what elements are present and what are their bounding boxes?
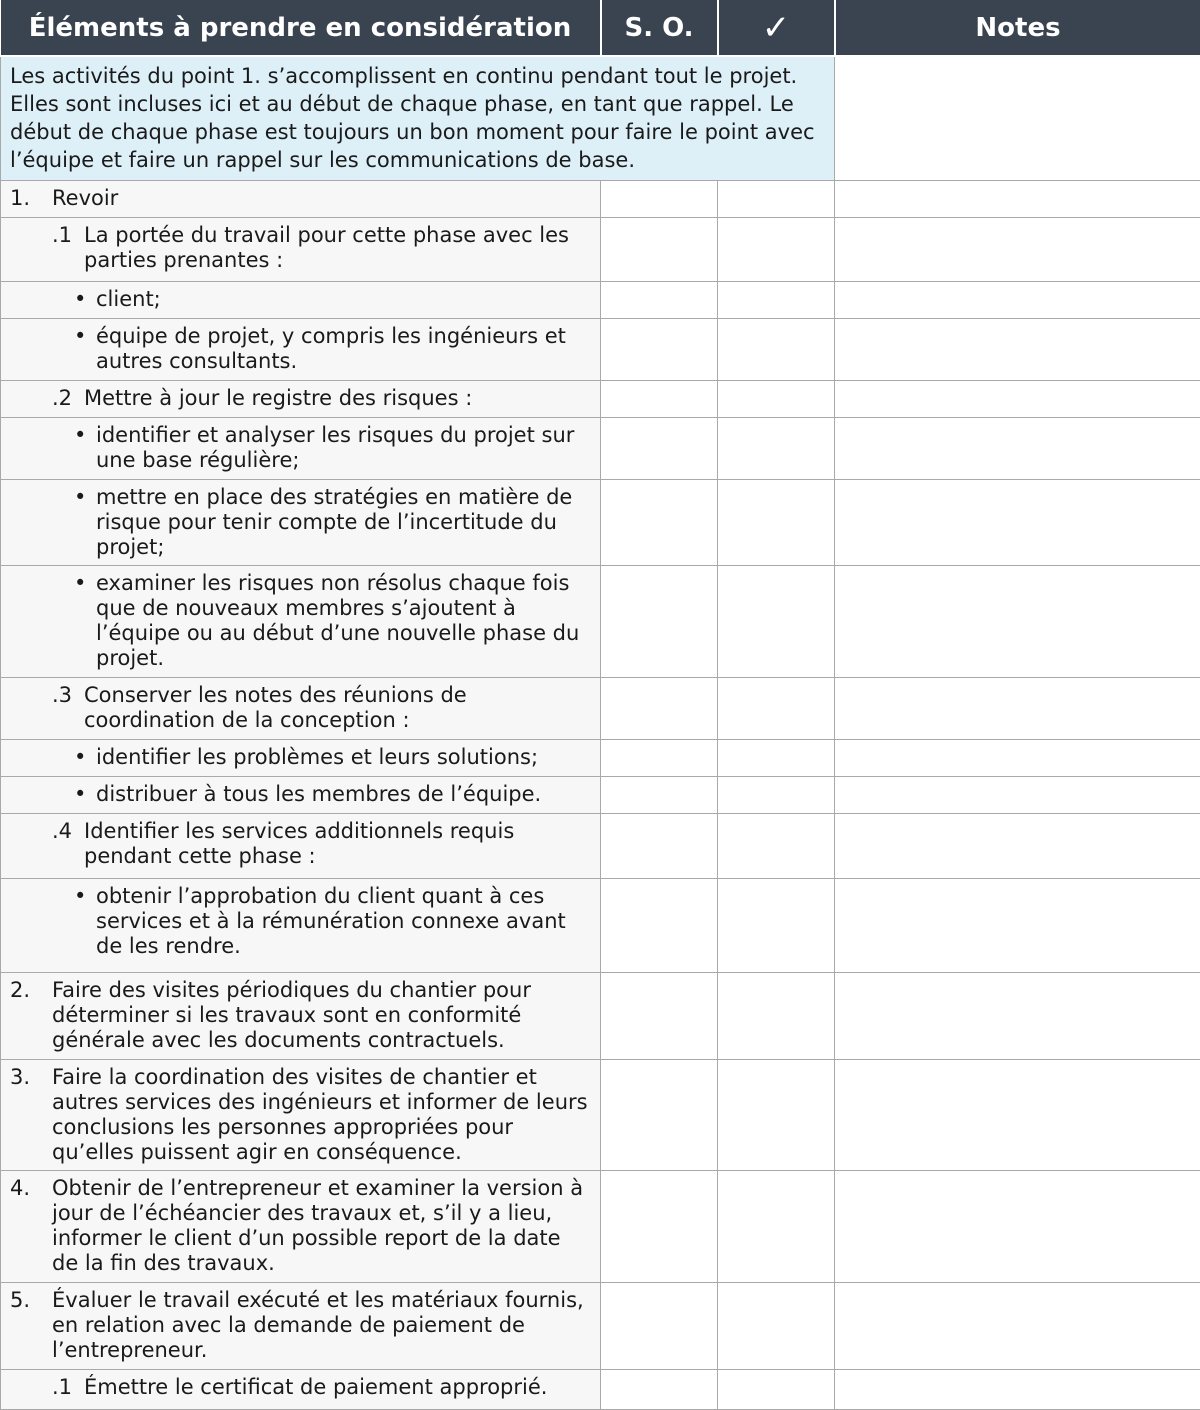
item-number: .3	[1, 683, 84, 708]
not-applicable-cell[interactable]	[601, 418, 718, 480]
check-cell[interactable]	[718, 282, 835, 319]
checklist-row	[1, 418, 1200, 480]
item-line	[1, 819, 600, 869]
checklist-row	[1, 1060, 1200, 1171]
check-cell[interactable]	[718, 1283, 835, 1370]
checklist-row	[1, 1370, 1200, 1410]
check-cell[interactable]	[718, 381, 835, 418]
item-number: 5.	[1, 1288, 52, 1313]
item-number: .1	[1, 223, 84, 248]
notes-cell[interactable]	[835, 814, 1200, 879]
not-applicable-cell[interactable]	[601, 181, 718, 218]
not-applicable-cell[interactable]	[601, 1283, 718, 1370]
checklist-row	[1, 480, 1200, 566]
notes-cell[interactable]	[835, 973, 1200, 1060]
item-number: 2.	[1, 978, 52, 1003]
item-cell	[1, 777, 601, 814]
notes-cell[interactable]	[835, 282, 1200, 319]
item-text: équipe de projet, y compris les ingénieurs et autres consultants.	[96, 324, 600, 374]
bullet-marker: •	[1, 485, 96, 510]
checklist-row	[1, 566, 1200, 678]
item-cell	[1, 319, 601, 381]
item-line	[1, 223, 600, 273]
notes-cell[interactable]	[835, 381, 1200, 418]
item-text: identifier les problèmes et leurs solutions;	[96, 745, 600, 770]
item-cell	[1, 480, 601, 566]
check-cell[interactable]	[718, 1060, 835, 1171]
not-applicable-cell[interactable]	[601, 566, 718, 678]
item-cell	[1, 1370, 601, 1410]
check-cell[interactable]	[718, 1370, 835, 1410]
not-applicable-cell[interactable]	[601, 678, 718, 740]
item-text: Mettre à jour le registre des risques :	[84, 386, 600, 411]
checklist-row	[1, 1171, 1200, 1283]
notes-cell[interactable]	[835, 1060, 1200, 1171]
checklist-row	[1, 1283, 1200, 1370]
item-cell	[1, 1171, 601, 1283]
not-applicable-cell[interactable]	[601, 814, 718, 879]
item-line	[1, 571, 600, 671]
item-cell	[1, 566, 601, 678]
notes-cell[interactable]	[835, 56, 1200, 181]
checklist-row	[1, 740, 1200, 777]
checklist-row	[1, 973, 1200, 1060]
item-text: Conserver les notes des réunions de coordination de la conception :	[84, 683, 600, 733]
item-line	[1, 324, 600, 374]
checklist-row	[1, 777, 1200, 814]
item-cell	[1, 678, 601, 740]
notes-cell[interactable]	[835, 678, 1200, 740]
item-line	[1, 884, 600, 959]
item-line	[1, 1288, 600, 1363]
item-text: Émettre le certificat de paiement approprié.	[84, 1375, 600, 1400]
notes-cell[interactable]	[835, 777, 1200, 814]
bullet-marker: •	[1, 287, 96, 312]
item-line	[1, 978, 600, 1053]
not-applicable-cell[interactable]	[601, 777, 718, 814]
item-text: distribuer à tous les membres de l’équipe.	[96, 782, 600, 807]
not-applicable-cell[interactable]	[601, 1171, 718, 1283]
header-item: Éléments à prendre en considération	[1, 0, 601, 56]
item-text: mettre en place des stratégies en matière de risque pour tenir compte de l’incertitude du projet;	[96, 485, 600, 560]
item-cell	[1, 814, 601, 879]
bullet-marker: •	[1, 324, 96, 349]
item-line	[1, 745, 600, 770]
not-applicable-cell[interactable]	[601, 381, 718, 418]
header-check	[718, 0, 835, 56]
bullet-marker: •	[1, 571, 96, 596]
not-applicable-cell[interactable]	[601, 1060, 718, 1171]
item-text: La portée du travail pour cette phase avec les parties prenantes :	[84, 223, 600, 273]
notes-cell[interactable]	[835, 879, 1200, 973]
item-cell	[1, 973, 601, 1060]
item-line	[1, 1176, 600, 1276]
item-cell	[1, 418, 601, 480]
bullet-marker: •	[1, 884, 96, 909]
check-cell[interactable]	[718, 418, 835, 480]
checklist-row	[1, 282, 1200, 319]
item-line	[1, 186, 600, 211]
notes-cell[interactable]	[835, 181, 1200, 218]
item-text: Revoir	[52, 186, 600, 211]
item-text: Obtenir de l’entrepreneur et examiner la version à jour de l’échéancier des travaux et, s’il y a lieu, informer le client d’un possible report de la date de la fin des travaux.	[52, 1176, 600, 1276]
not-applicable-cell[interactable]	[601, 282, 718, 319]
item-line	[1, 287, 600, 312]
item-line	[1, 485, 600, 560]
bullet-marker: •	[1, 423, 96, 448]
item-line	[1, 683, 600, 733]
check-cell[interactable]	[718, 181, 835, 218]
checklist-row	[1, 814, 1200, 879]
check-cell[interactable]	[718, 678, 835, 740]
not-applicable-cell[interactable]	[601, 319, 718, 381]
not-applicable-cell[interactable]	[601, 879, 718, 973]
not-applicable-cell[interactable]	[601, 218, 718, 282]
notes-cell[interactable]	[835, 218, 1200, 282]
checklist-row	[1, 319, 1200, 381]
check-cell[interactable]	[718, 480, 835, 566]
checkmark-icon: ✓	[762, 8, 791, 48]
check-cell[interactable]	[718, 218, 835, 282]
item-line	[1, 1375, 600, 1400]
notes-cell[interactable]	[835, 418, 1200, 480]
item-number: .1	[1, 1375, 84, 1400]
notes-cell[interactable]	[835, 740, 1200, 777]
item-line	[1, 423, 600, 473]
item-text: Évaluer le travail exécuté et les matériaux fournis, en relation avec la demande de paiement de l’entrepreneur.	[52, 1288, 600, 1363]
item-line	[1, 782, 600, 807]
item-line	[1, 1065, 600, 1165]
item-text: obtenir l’approbation du client quant à ces services et à la rémunération connexe avant de les rendre.	[96, 884, 600, 959]
not-applicable-cell[interactable]	[601, 480, 718, 566]
notes-cell[interactable]	[835, 1370, 1200, 1410]
check-cell[interactable]	[718, 777, 835, 814]
check-cell[interactable]	[718, 814, 835, 879]
checklist-row	[1, 218, 1200, 282]
check-cell[interactable]	[718, 973, 835, 1060]
notes-cell[interactable]	[835, 319, 1200, 381]
item-text: Identifier les services additionnels requis pendant cette phase :	[84, 819, 600, 869]
item-cell	[1, 1283, 601, 1370]
header-notes: Notes	[835, 0, 1200, 56]
checklist-row	[1, 879, 1200, 973]
header-row	[1, 0, 1200, 56]
not-applicable-cell[interactable]	[601, 973, 718, 1060]
item-text: Faire la coordination des visites de chantier et autres services des ingénieurs et informer de leurs conclusions les personnes appropriées pour qu’elles puissent agir en conséquence.	[52, 1065, 600, 1165]
check-cell[interactable]	[718, 740, 835, 777]
item-number: .2	[1, 386, 84, 411]
checklist-row	[1, 381, 1200, 418]
check-cell[interactable]	[718, 1171, 835, 1283]
notes-cell[interactable]	[835, 480, 1200, 566]
check-cell[interactable]	[718, 879, 835, 973]
item-number: 1.	[1, 186, 52, 211]
item-text: Faire des visites périodiques du chantier pour déterminer si les travaux sont en conformité générale avec les documents contractuels.	[52, 978, 600, 1053]
notes-cell[interactable]	[835, 566, 1200, 678]
bullet-marker: •	[1, 782, 96, 807]
notes-cell[interactable]	[835, 1171, 1200, 1283]
item-cell	[1, 740, 601, 777]
check-cell[interactable]	[718, 319, 835, 381]
bullet-marker: •	[1, 745, 96, 770]
item-line	[1, 386, 600, 411]
not-applicable-cell[interactable]	[601, 1370, 718, 1410]
item-cell	[1, 181, 601, 218]
not-applicable-cell[interactable]	[601, 740, 718, 777]
notes-cell[interactable]	[835, 1283, 1200, 1370]
item-text: identifier et analyser les risques du projet sur une base régulière;	[96, 423, 600, 473]
item-cell	[1, 879, 601, 973]
item-number: .4	[1, 819, 84, 844]
item-text: examiner les risques non résolus chaque fois que de nouveaux membres s’ajoutent à l’équipe ou au début d’une nouvelle phase du projet.	[96, 571, 600, 671]
intro-text: Les activités du point 1. s’accomplissent en continu pendant tout le projet. Elles sont incluses ici et au début de chaque phase, en tant que rappel. Le début de chaque phase est toujours un bon moment pour faire le point avec l’équipe et faire un rappel sur les communications de base.	[1, 56, 835, 181]
checklist-row	[1, 678, 1200, 740]
item-cell	[1, 381, 601, 418]
header-not-applicable: S. O.	[601, 0, 718, 56]
item-number: 3.	[1, 1065, 52, 1090]
checklist-row	[1, 181, 1200, 218]
check-cell[interactable]	[718, 566, 835, 678]
intro-row	[1, 56, 1200, 181]
item-cell	[1, 218, 601, 282]
item-cell	[1, 282, 601, 319]
item-cell	[1, 1060, 601, 1171]
item-number: 4.	[1, 1176, 52, 1201]
item-text: client;	[96, 287, 600, 312]
